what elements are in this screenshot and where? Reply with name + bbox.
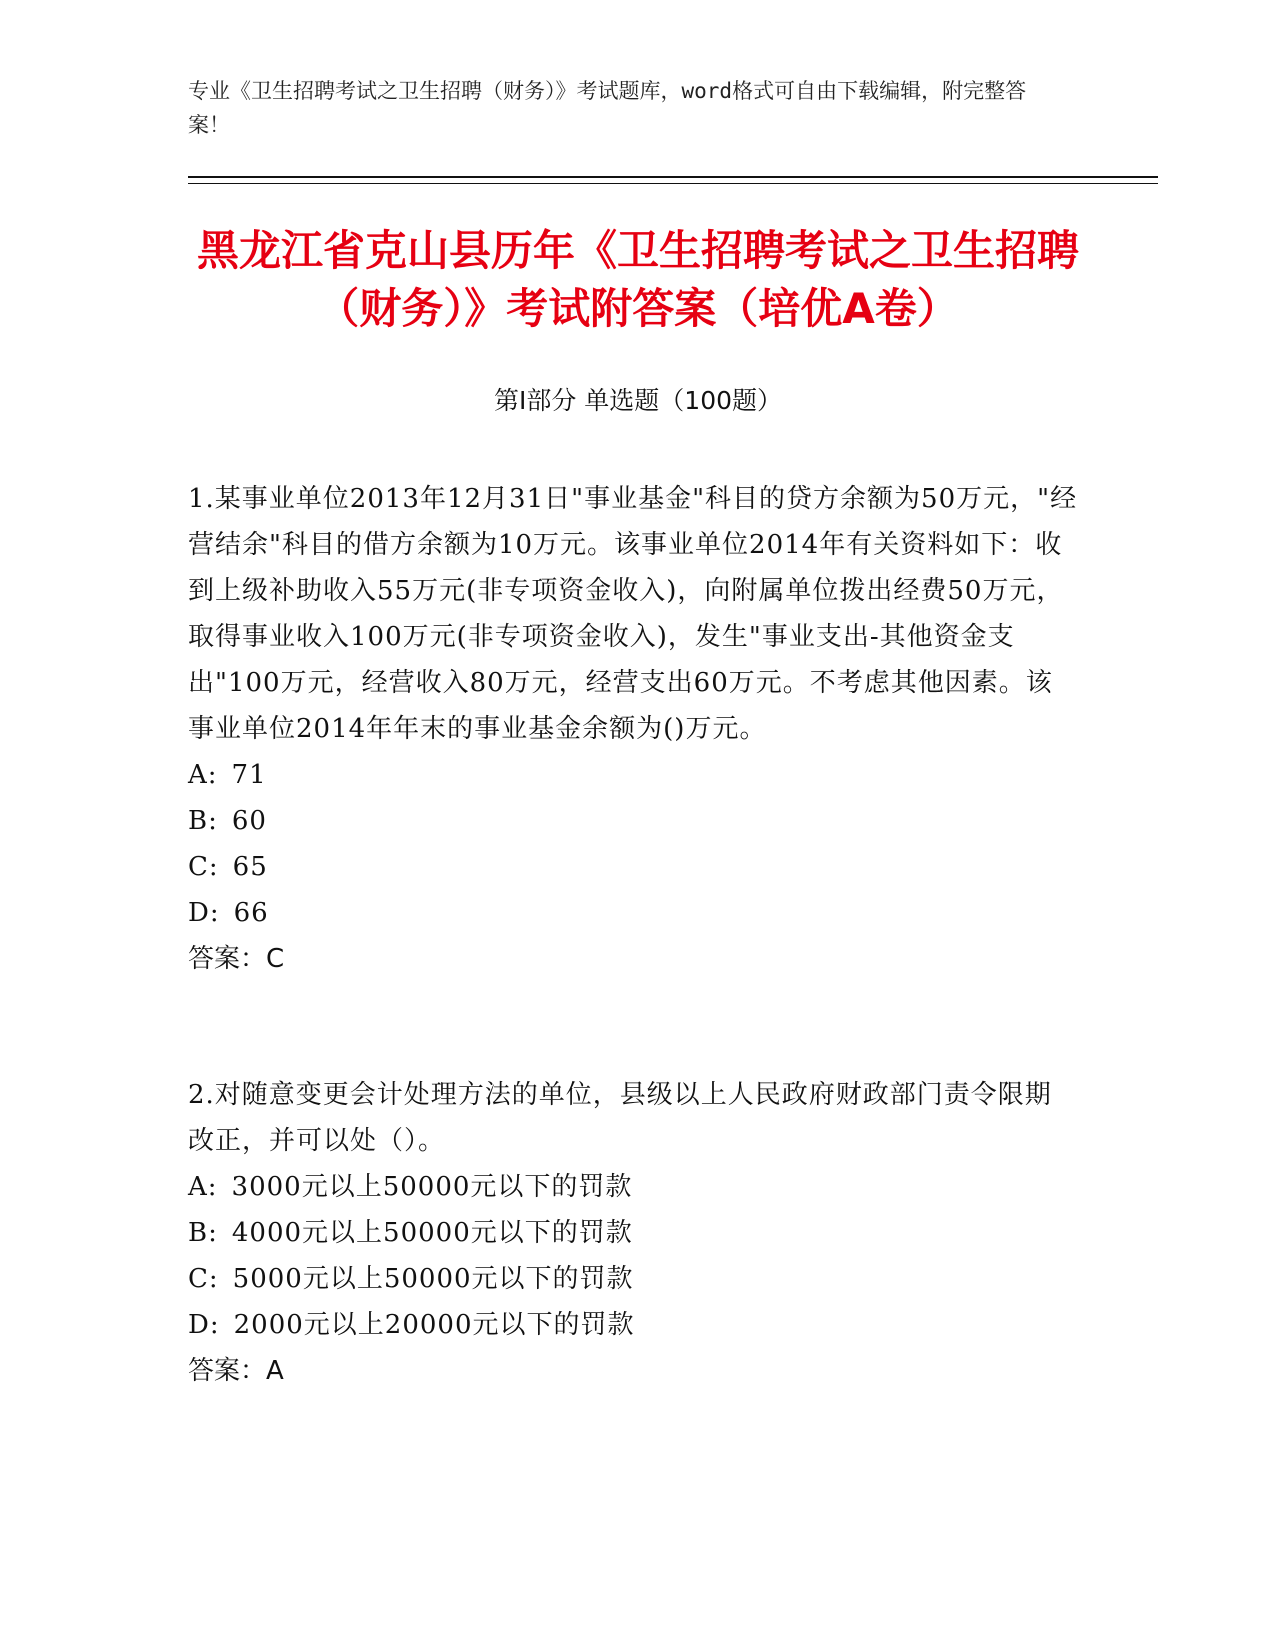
option-text: 5000元以上50000元以下的罚款 [232,1264,634,1294]
option-a [188,1164,1078,1210]
section-heading: 第Ⅰ部分 单选题（100题） [493,386,783,415]
option-letter: A: [188,760,218,790]
option-text: 3000元以上50000元以下的罚款 [231,1172,633,1202]
header-divider-thin [188,183,1158,184]
option-d [188,1302,1078,1348]
option-letter: C: [188,852,219,882]
option-text: 71 [231,760,267,790]
option-text: 2000元以上20000元以下的罚款 [233,1310,635,1340]
header-divider-thick [188,176,1158,178]
option-letter: B: [188,1218,218,1248]
option-c [188,844,1078,890]
answer-line: 答案：A [188,1356,284,1386]
option-d [188,890,1078,936]
option-text: 66 [233,898,269,928]
option-b [188,798,1078,844]
option-b [188,1210,1078,1256]
option-text: 65 [232,852,268,882]
option-text: 60 [231,806,267,836]
header-note: 专业《卫生招聘考试之卫生招聘（财务）》考试题库，word格式可自由下载编辑，附完整答案！ [188,79,1027,137]
option-letter: D: [188,1310,220,1340]
option-a [188,752,1078,798]
option-c [188,1256,1078,1302]
option-text: 4000元以上50000元以下的罚款 [231,1218,633,1248]
option-letter: A: [188,1172,218,1202]
question-1 [188,476,1078,982]
option-letter: B: [188,806,218,836]
document-title: 黑龙江省克山县历年《卫生招聘考试之卫生招聘（财务）》考试附答案（培优A卷） [196,226,1079,333]
question-2 [188,1072,1078,1394]
question-stem: 1.某事业单位2013年12月31日"事业基金"科目的贷方余额为50万元，"经营结余"科目的借方余额为10万元。该事业单位2014年有关资料如下：收到上级补助收入55万元(非专项资金收入)，向附属单位拨出经费50万元，取得事业收入100万元(非专项资金收入)，发生"事业支出-其他资金支出"100万元，经营收入80万元，经营支出60万元。不考虑其他因素。该事业单位2014年年末的事业基金余额为()万元。 [188,484,1078,744]
answer-line: 答案：C [188,944,285,974]
option-letter: C: [188,1264,219,1294]
option-letter: D: [188,898,220,928]
question-stem: 2.对随意变更会计处理方法的单位，县级以上人民政府财政部门责令限期改正，并可以处（）。 [188,1080,1052,1156]
